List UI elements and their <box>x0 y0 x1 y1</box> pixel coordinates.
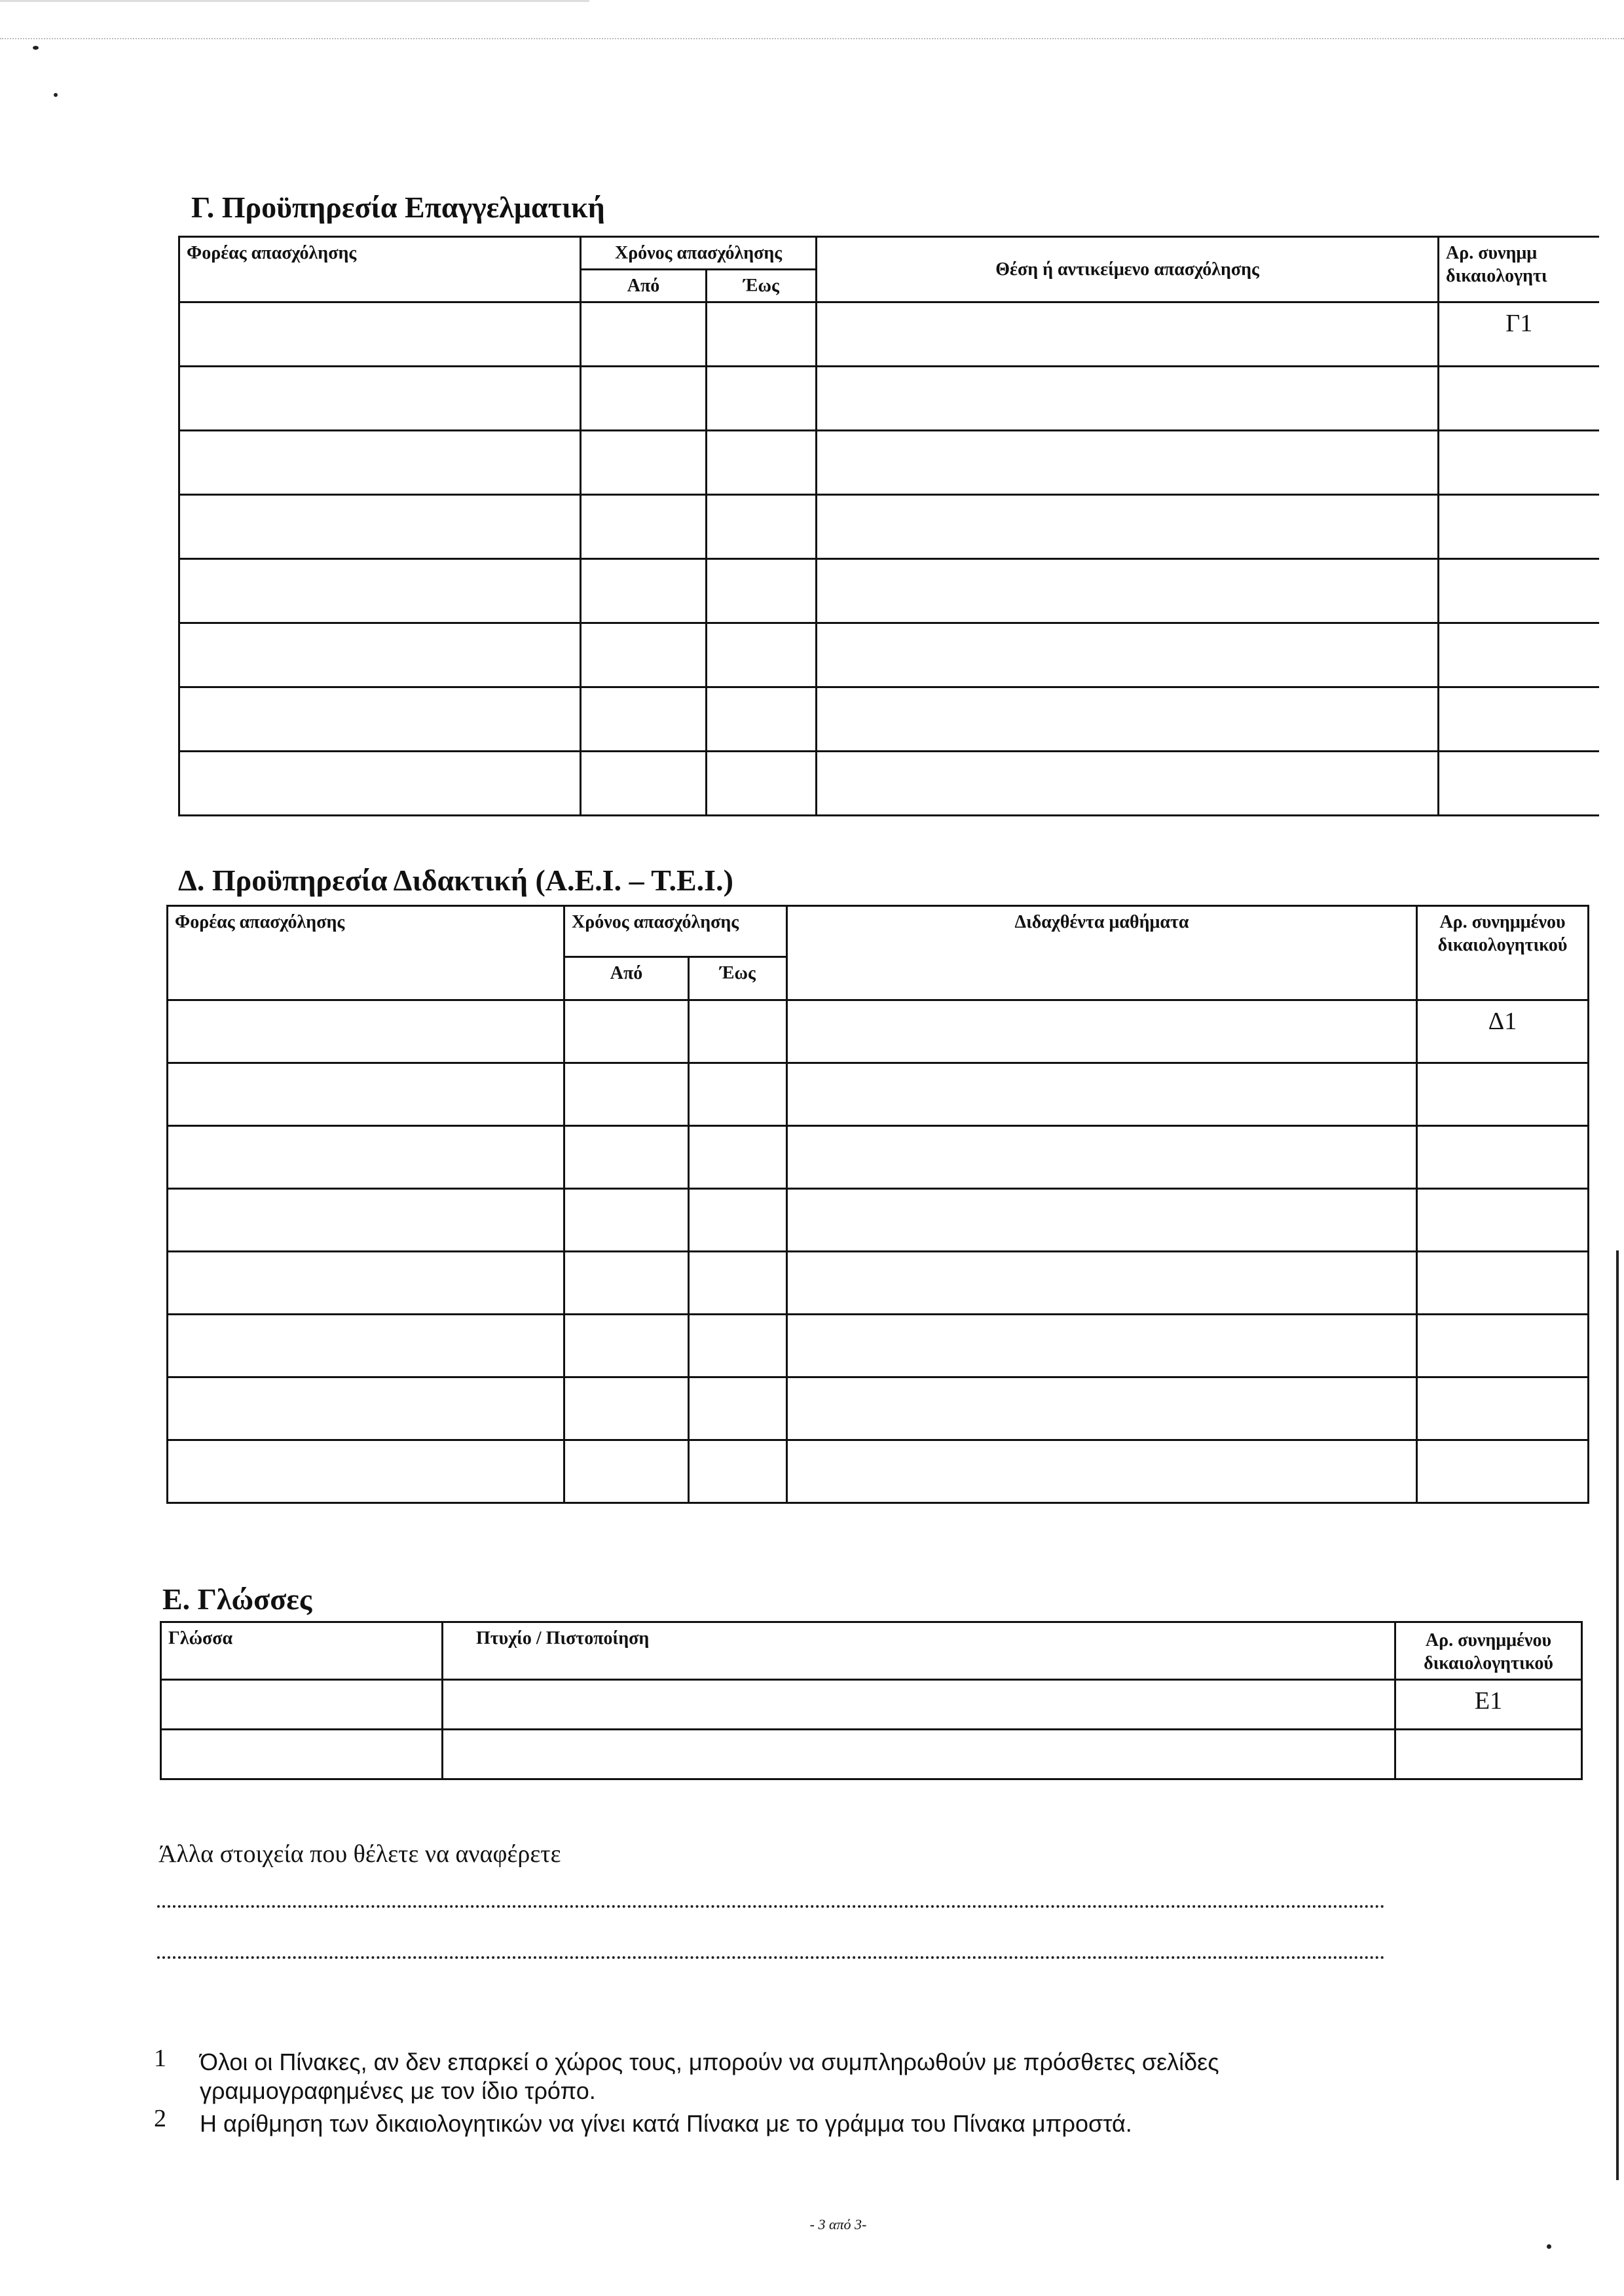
scan-speck <box>33 46 39 50</box>
section-e-table <box>160 1621 1583 1780</box>
to-cell[interactable] <box>707 559 817 623</box>
employer-cell[interactable] <box>179 495 581 559</box>
ref-cell[interactable]: Ε1 <box>1395 1680 1582 1730</box>
section-e-title: Ε. Γλώσσες <box>162 1582 312 1616</box>
from-cell[interactable] <box>581 687 707 752</box>
courses-cell[interactable] <box>787 1063 1417 1126</box>
from-cell[interactable] <box>564 1377 689 1440</box>
section-d-table <box>166 905 1589 1504</box>
to-cell[interactable] <box>707 687 817 752</box>
ref-cell[interactable] <box>1417 1377 1589 1440</box>
position-cell[interactable] <box>817 302 1439 367</box>
table-row <box>179 302 1599 367</box>
table-header-row <box>168 906 1589 957</box>
footnote-number: 1 <box>154 2045 166 2072</box>
ref-cell[interactable] <box>1439 623 1599 687</box>
ref-cell[interactable] <box>1417 1063 1589 1126</box>
position-cell[interactable] <box>817 367 1439 431</box>
header-to: Έως <box>689 957 787 1000</box>
section-g-title: Γ. Προϋπηρεσία Επαγγελματική <box>191 191 605 224</box>
table-row <box>168 1252 1589 1315</box>
from-cell[interactable] <box>564 1189 689 1252</box>
header-ref: Αρ. συνημμ δικαιολογητι <box>1439 237 1599 302</box>
from-cell[interactable] <box>581 431 707 495</box>
to-cell[interactable] <box>689 1377 787 1440</box>
ref-cell[interactable] <box>1439 367 1599 431</box>
scan-artifact-line <box>0 0 589 2</box>
header-time: Χρόνος απασχόλησης <box>564 906 787 957</box>
to-cell[interactable] <box>707 623 817 687</box>
employer-cell[interactable] <box>179 431 581 495</box>
ref-cell[interactable] <box>1395 1730 1582 1779</box>
header-degree: Πτυχίο / Πιστοποίηση <box>443 1622 1395 1680</box>
footnote-number: 2 <box>154 2105 166 2132</box>
to-cell[interactable] <box>689 1189 787 1252</box>
from-cell[interactable] <box>581 495 707 559</box>
courses-cell[interactable] <box>787 1315 1417 1377</box>
position-cell[interactable] <box>817 495 1439 559</box>
courses-cell[interactable] <box>787 1189 1417 1252</box>
to-cell[interactable] <box>689 1252 787 1315</box>
courses-cell[interactable] <box>787 1000 1417 1063</box>
table-row <box>179 431 1599 495</box>
degree-cell[interactable] <box>443 1680 1395 1730</box>
table-row <box>168 1063 1589 1126</box>
table-header-row <box>161 1622 1582 1680</box>
employer-cell[interactable] <box>179 687 581 752</box>
section-d-title: Δ. Προϋπηρεσία Διδακτική (Α.Ε.Ι. – Τ.Ε.Ι.) <box>178 864 733 897</box>
footnote-text: Η αρίθμηση των δικαιολογητικών να γίνει κατά Πίνακα με το γράμμα του Πίνακα μπροστά. <box>200 2110 1132 2137</box>
to-cell[interactable] <box>689 1063 787 1126</box>
header-employer: Φορέας απασχόλησης <box>179 237 581 302</box>
ref-cell[interactable]: Δ1 <box>1417 1000 1589 1063</box>
header-employer: Φορέας απασχόλησης <box>168 906 564 1000</box>
courses-cell[interactable] <box>787 1377 1417 1440</box>
scan-artifact-dotted-line <box>0 38 1624 39</box>
from-cell[interactable] <box>564 1252 689 1315</box>
ref-cell[interactable] <box>1417 1315 1589 1377</box>
ref-cell[interactable] <box>1439 431 1599 495</box>
degree-cell[interactable] <box>443 1730 1395 1779</box>
from-cell[interactable] <box>564 1315 689 1377</box>
header-to: Έως <box>707 270 817 302</box>
to-cell[interactable] <box>689 1000 787 1063</box>
position-cell[interactable] <box>817 687 1439 752</box>
table-row <box>179 687 1599 752</box>
ref-cell[interactable]: Γ1 <box>1439 302 1599 367</box>
table-row <box>161 1730 1582 1779</box>
employer-cell[interactable] <box>168 1377 564 1440</box>
to-cell[interactable] <box>689 1315 787 1377</box>
employer-cell[interactable] <box>179 367 581 431</box>
ref-cell[interactable] <box>1439 559 1599 623</box>
employer-cell[interactable] <box>168 1252 564 1315</box>
other-info-label: Άλλα στοιχεία που θέλετε να αναφέρετε <box>158 1840 561 1868</box>
section-g-table <box>178 236 1599 816</box>
from-cell[interactable] <box>581 559 707 623</box>
page-number: - 3 από 3- <box>809 2216 867 2232</box>
table-row <box>161 1680 1582 1730</box>
table-row <box>179 752 1599 816</box>
from-cell[interactable] <box>564 1000 689 1063</box>
to-cell[interactable] <box>707 752 817 816</box>
employer-cell[interactable] <box>168 1189 564 1252</box>
table-row <box>179 367 1599 431</box>
scan-speck <box>1547 2244 1551 2249</box>
ref-cell[interactable] <box>1439 687 1599 752</box>
header-from: Από <box>564 957 689 1000</box>
to-cell[interactable] <box>707 302 817 367</box>
table-row <box>179 559 1599 623</box>
ref-cell[interactable] <box>1417 1252 1589 1315</box>
from-cell[interactable] <box>581 623 707 687</box>
table-row <box>168 1377 1589 1440</box>
courses-cell[interactable] <box>787 1126 1417 1189</box>
ref-cell[interactable] <box>1439 752 1599 816</box>
employer-cell[interactable] <box>179 559 581 623</box>
ref-cell[interactable] <box>1417 1440 1589 1503</box>
position-cell[interactable] <box>817 752 1439 816</box>
table-row <box>168 1126 1589 1189</box>
header-time: Χρόνος απασχόλησης <box>581 237 817 270</box>
other-info-dotted-line[interactable] <box>157 1905 1385 1908</box>
to-cell[interactable] <box>707 367 817 431</box>
header-ref: Αρ. συνημμένου δικαιολογητικού <box>1417 906 1589 1000</box>
to-cell[interactable] <box>689 1440 787 1503</box>
header-from: Από <box>581 270 707 302</box>
from-cell[interactable] <box>581 367 707 431</box>
table-row <box>168 1315 1589 1377</box>
from-cell[interactable] <box>581 302 707 367</box>
employer-cell[interactable] <box>179 623 581 687</box>
position-cell[interactable] <box>817 623 1439 687</box>
table-row <box>179 495 1599 559</box>
employer-cell[interactable] <box>168 1000 564 1063</box>
header-language: Γλώσσα <box>161 1622 443 1680</box>
scan-speck <box>54 93 58 97</box>
table-row <box>168 1000 1589 1063</box>
ref-cell[interactable] <box>1439 495 1599 559</box>
ref-cell[interactable] <box>1417 1126 1589 1189</box>
employer-cell[interactable] <box>168 1126 564 1189</box>
scan-right-edge <box>1616 1250 1619 2180</box>
to-cell[interactable] <box>689 1126 787 1189</box>
table-row <box>168 1440 1589 1503</box>
from-cell[interactable] <box>564 1440 689 1503</box>
from-cell[interactable] <box>564 1126 689 1189</box>
position-cell[interactable] <box>817 559 1439 623</box>
language-cell[interactable] <box>161 1680 443 1730</box>
ref-cell[interactable] <box>1417 1189 1589 1252</box>
table-row <box>179 623 1599 687</box>
courses-cell[interactable] <box>787 1440 1417 1503</box>
header-ref: Αρ. συνημμένου δικαιολογητικού <box>1395 1622 1582 1680</box>
header-position: Θέση ή αντικείμενο απασχόλησης <box>817 237 1439 302</box>
footnote-text: Όλοι οι Πίνακες, αν δεν επαρκεί ο χώρος τους, μπορούν να συμπληρωθούν με πρόσθετες σελίδες γραμμογραφημένες με τον ίδιο τρόπο. <box>200 2049 1219 2104</box>
to-cell[interactable] <box>707 431 817 495</box>
courses-cell[interactable] <box>787 1252 1417 1315</box>
from-cell[interactable] <box>581 752 707 816</box>
employer-cell[interactable] <box>168 1440 564 1503</box>
header-courses: Διδαχθέντα μαθήματα <box>787 906 1417 1000</box>
table-header-row <box>179 237 1599 270</box>
employer-cell[interactable] <box>179 752 581 816</box>
table-row <box>168 1189 1589 1252</box>
employer-cell[interactable] <box>168 1315 564 1377</box>
from-cell[interactable] <box>564 1063 689 1126</box>
other-info-dotted-line[interactable] <box>157 1956 1385 1959</box>
position-cell[interactable] <box>817 431 1439 495</box>
to-cell[interactable] <box>707 495 817 559</box>
employer-cell[interactable] <box>179 302 581 367</box>
employer-cell[interactable] <box>168 1063 564 1126</box>
language-cell[interactable] <box>161 1730 443 1779</box>
